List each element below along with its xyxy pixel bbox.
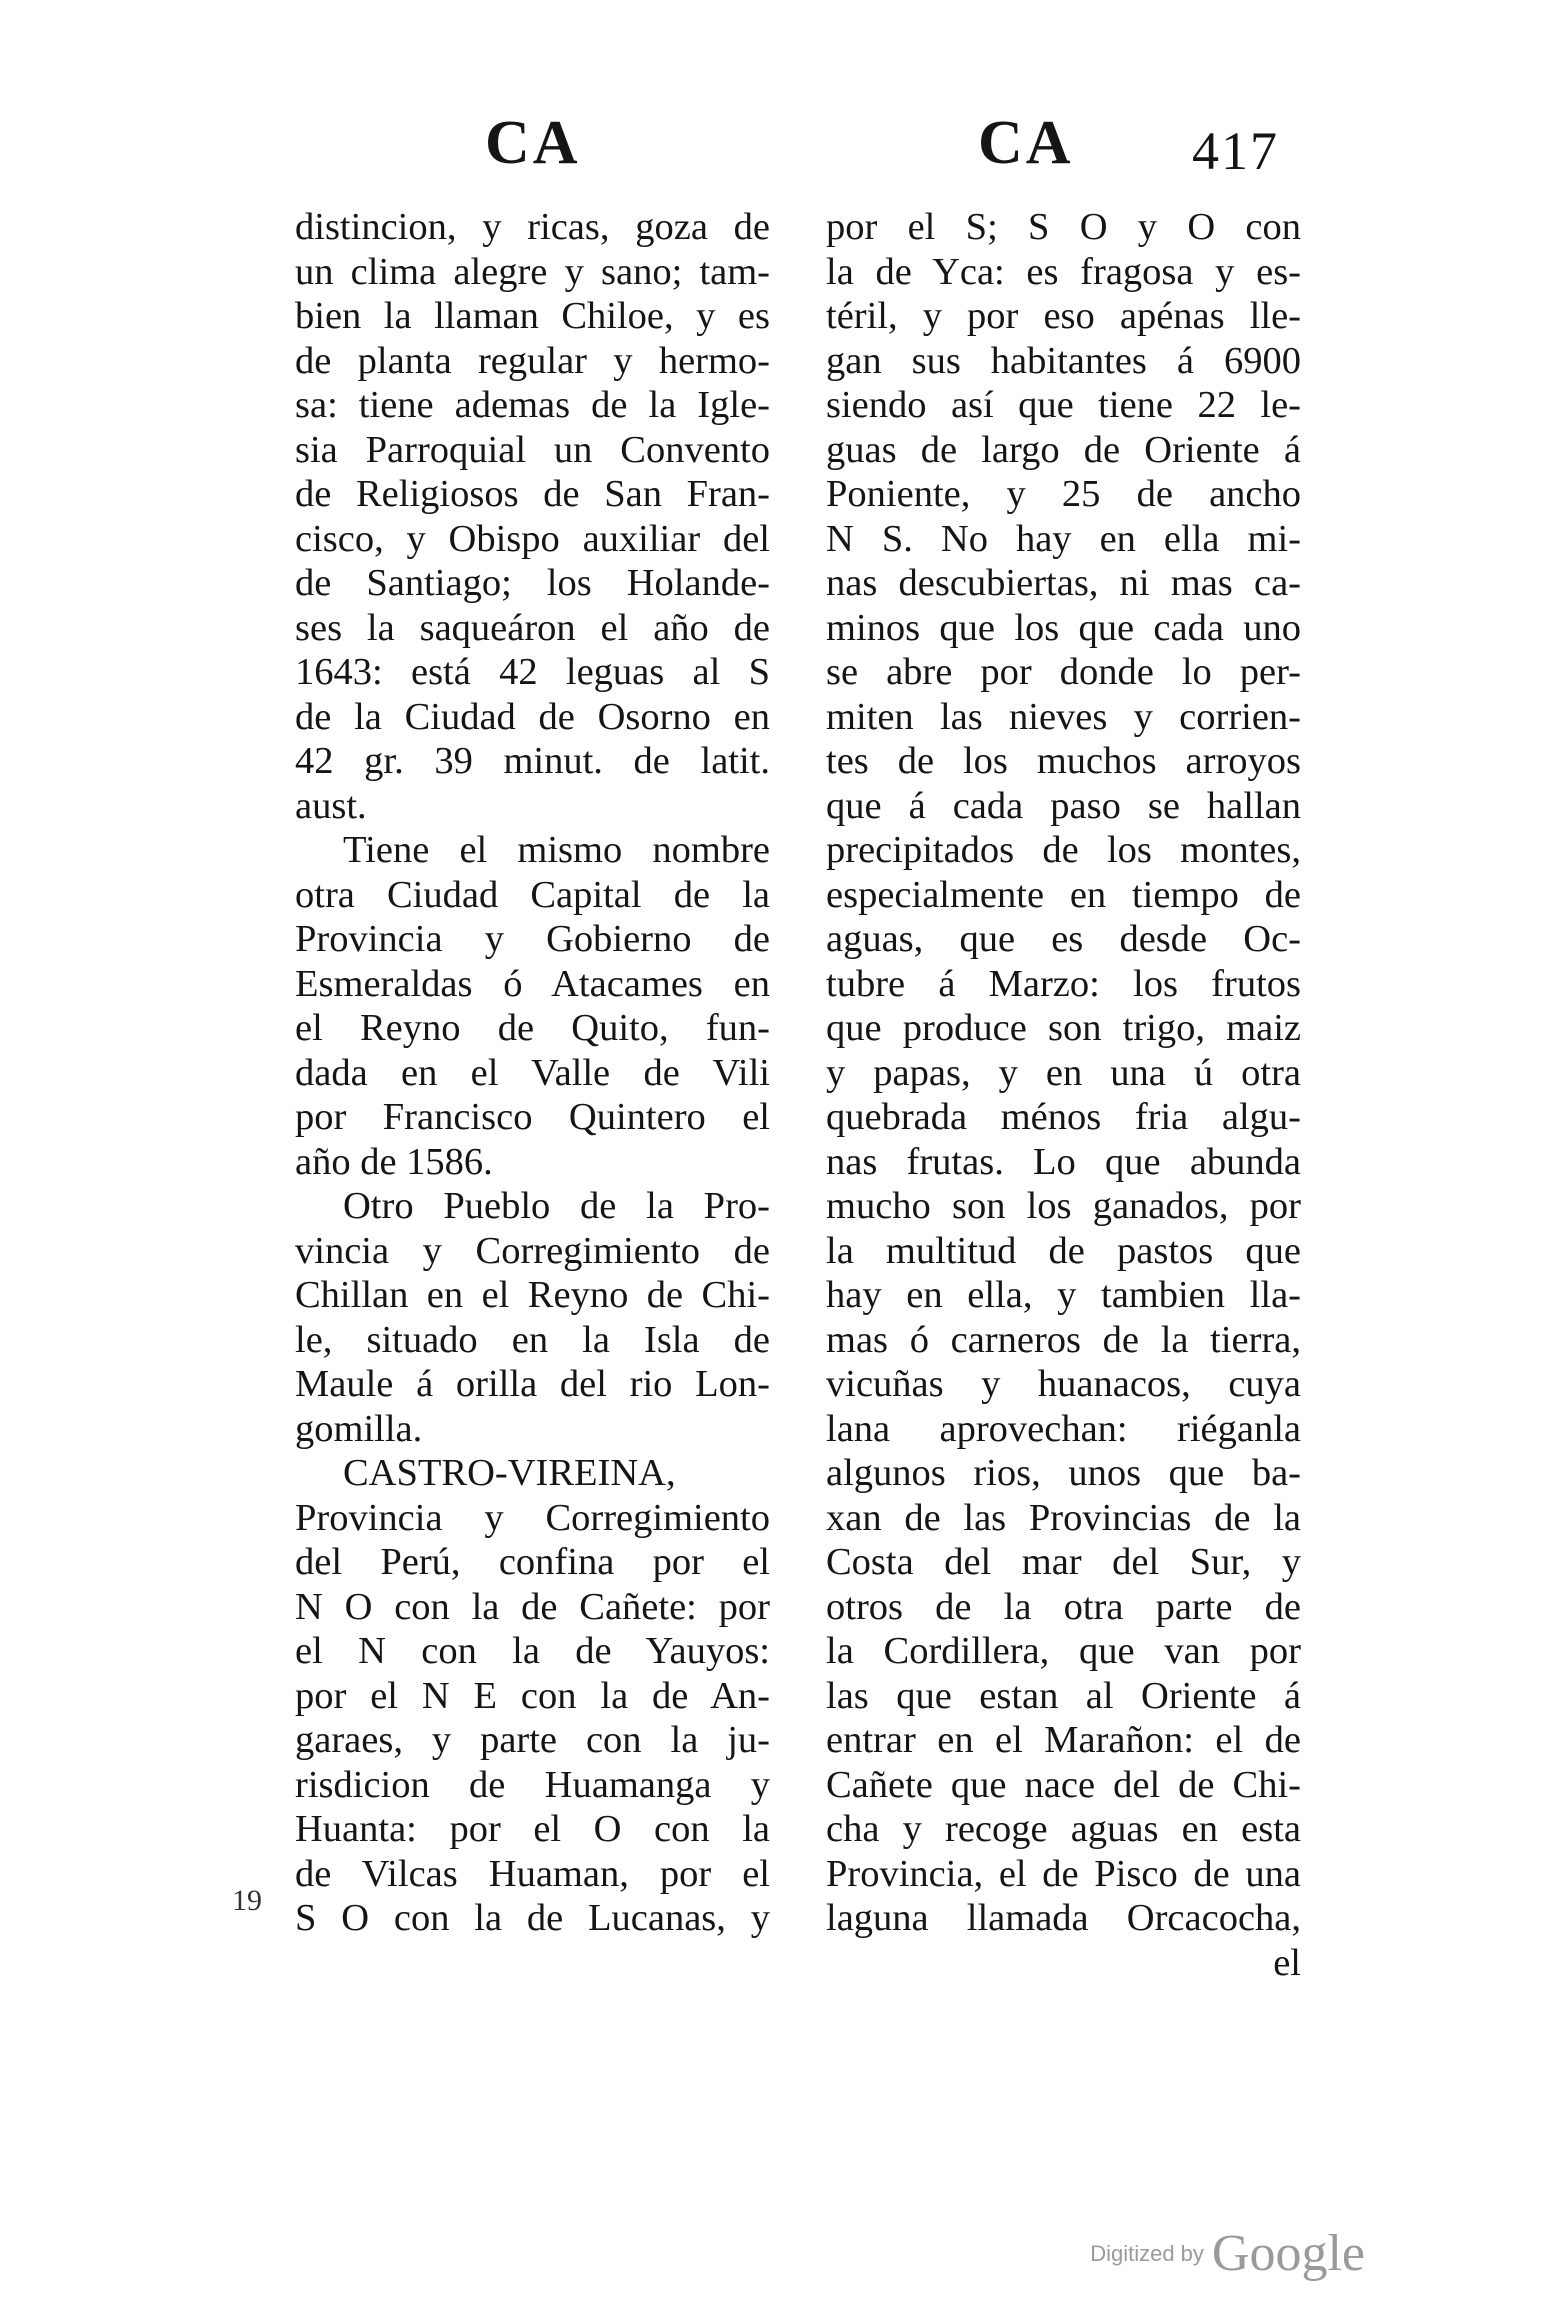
text-line: lana aprovechan: riéganla: [826, 1407, 1301, 1450]
text-line: aust.: [295, 784, 367, 827]
text-line: Huanta: por el O con la: [295, 1808, 770, 1850]
text-line: del Perú, confina por el: [295, 1541, 770, 1583]
text-line: de Santiago; los Holande-: [295, 562, 770, 604]
text-line: garaes, y parte con la ju-: [295, 1719, 770, 1761]
text-line: N O con la de Cañete: por: [295, 1585, 770, 1628]
text-line: téril, y por eso apénas lle-: [826, 295, 1301, 337]
text-line: tubre á Marzo: los frutos: [826, 962, 1301, 1005]
text-line: xan de las Provincias de la: [826, 1496, 1301, 1539]
text-line: que á cada paso se hallan: [826, 784, 1301, 827]
digitized-watermark: [1090, 2225, 1365, 2282]
text-line: 42 gr. 39 minut. de latit.: [295, 740, 770, 782]
text-line: año de 1586.: [295, 1140, 493, 1183]
text-line: 1643: está 42 leguas al S: [295, 651, 770, 693]
text-line: mas ó carneros de la tierra,: [826, 1318, 1301, 1361]
text-line: dada en el Valle de Vili: [295, 1051, 770, 1094]
text-line: guas de largo de Oriente á: [826, 428, 1301, 471]
text-line: mucho son los ganados, por: [826, 1185, 1301, 1227]
signature-mark: 19: [232, 1884, 262, 1917]
text-line: entrar en el Marañon: el de: [826, 1719, 1301, 1761]
text-line: quebrada ménos fria algu-: [826, 1096, 1301, 1138]
text-line: laguna llamada Orcacocha,: [826, 1897, 1301, 1939]
text-line: minos que los que cada uno: [826, 606, 1301, 649]
text-line: aguas, que es desde Oc-: [826, 918, 1301, 960]
text-line: por el S; S O y O con: [826, 206, 1301, 248]
text-line: vincia y Corregimiento de: [295, 1229, 770, 1272]
text-line: Maule á orilla del rio Lon-: [295, 1363, 770, 1405]
text-line: por Francisco Quintero el: [295, 1096, 770, 1138]
paragraph-start-line: Otro Pueblo de la Pro-: [343, 1185, 770, 1227]
digitized-label: Digitized by: [1090, 2241, 1204, 2266]
text-line: tes de los muchos arroyos: [826, 740, 1301, 782]
text-line: Provincia y Gobierno de: [295, 918, 770, 960]
text-line: precipitados de los montes,: [826, 829, 1301, 871]
text-line: ses la saqueáron el año de: [295, 606, 770, 649]
text-line: de Vilcas Huaman, por el: [295, 1852, 770, 1895]
text-line: Costa del mar del Sur, y: [826, 1541, 1301, 1583]
text-line: de Religiosos de San Fran-: [295, 473, 770, 515]
text-line: le, situado en la Isla de: [295, 1318, 770, 1361]
entry-heading-line: CASTRO-VIREINA,: [343, 1452, 676, 1494]
text-line: N S. No hay en ella mi-: [826, 517, 1301, 560]
text-line: el Reyno de Quito, fun-: [295, 1007, 770, 1049]
text-line: nas frutas. Lo que abunda: [826, 1140, 1301, 1183]
text-line: Poniente, y 25 de ancho: [826, 473, 1301, 515]
running-head-left: CA: [485, 109, 581, 177]
text-line: y papas, y en una ú otra: [826, 1051, 1301, 1094]
text-line: risdicion de Huamanga y: [295, 1763, 770, 1806]
text-line: que produce son trigo, maiz: [826, 1007, 1301, 1049]
text-column-right: [826, 205, 1301, 1985]
text-line: Chillan en el Reyno de Chi-: [295, 1274, 770, 1316]
text-line: hay en ella, y tambien lla-: [826, 1274, 1301, 1316]
text-line: el N con la de Yauyos:: [295, 1630, 770, 1672]
text-line: especialmente en tiempo de: [826, 873, 1301, 916]
text-line: miten las nieves y corrien-: [826, 695, 1301, 738]
text-line: vicuñas y huanacos, cuya: [826, 1363, 1301, 1405]
text-line: cha y recoge aguas en esta: [826, 1808, 1301, 1850]
text-line: gan sus habitantes á 6900: [826, 339, 1301, 382]
text-line: de planta regular y hermo-: [295, 339, 770, 382]
text-line: Provincia y Corregimiento: [295, 1496, 770, 1539]
text-line: cisco, y Obispo auxiliar del: [295, 517, 770, 560]
text-line: sa: tiene ademas de la Igle-: [295, 384, 770, 426]
text-line: algunos rios, unos que ba-: [826, 1452, 1301, 1494]
text-line: S O con la de Lucanas, y: [295, 1897, 770, 1939]
text-line: nas descubiertas, ni mas ca-: [826, 562, 1301, 604]
text-line: la Cordillera, que van por: [826, 1630, 1301, 1672]
text-column-left: [295, 205, 770, 1941]
text-line: la multitud de pastos que: [826, 1229, 1301, 1272]
text-line: otra Ciudad Capital de la: [295, 873, 770, 916]
text-line: gomilla.: [295, 1407, 423, 1450]
text-line: Provincia, el de Pisco de una: [826, 1852, 1301, 1895]
google-logo: Google: [1211, 2225, 1365, 2282]
text-line: las que estan al Oriente á: [826, 1674, 1301, 1717]
text-line: otros de la otra parte de: [826, 1585, 1301, 1628]
text-line: Cañete que nace del de Chi-: [826, 1763, 1301, 1806]
text-line: la de Yca: es fragosa y es-: [826, 250, 1301, 293]
text-line: un clima alegre y sano; tam-: [295, 250, 770, 293]
paragraph-start-line: Tiene el mismo nombre: [343, 829, 770, 871]
text-line: distincion, y ricas, goza de: [295, 206, 770, 248]
text-line: Esmeraldas ó Atacames en: [295, 962, 770, 1005]
text-line: de la Ciudad de Osorno en: [295, 695, 770, 738]
page-number: 417: [1192, 121, 1279, 181]
text-line: por el N E con la de An-: [295, 1674, 770, 1717]
text-line: bien la llaman Chiloe, y es: [295, 295, 770, 337]
running-head-right: CA: [978, 109, 1074, 177]
text-line: siendo así que tiene 22 le-: [826, 384, 1301, 426]
catchword: el: [1273, 1941, 1301, 1984]
text-line: se abre por donde lo per-: [826, 651, 1301, 693]
text-line: sia Parroquial un Convento: [295, 428, 770, 471]
